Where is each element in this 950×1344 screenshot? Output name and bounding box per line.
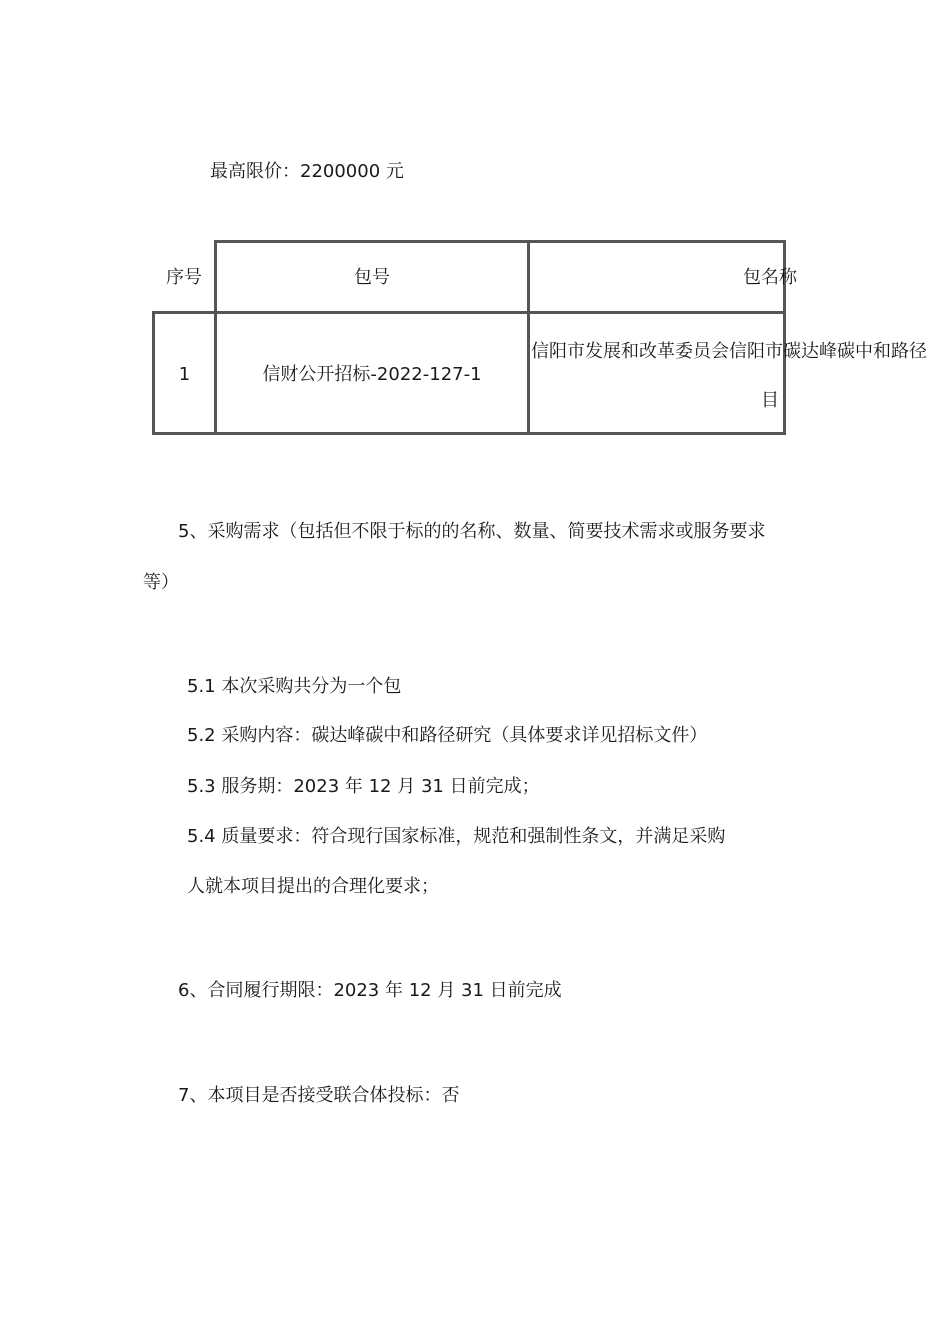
section5-title-line2: 等） — [143, 572, 179, 593]
header-no: 序号 — [166, 267, 202, 288]
row-package-name-line2: 目 — [761, 390, 779, 411]
package-table — [0, 0, 950, 440]
row-package-name-line1: 信阳市发展和改革委员会信阳市碳达峰碳中和路径 — [531, 341, 927, 362]
row-package-no: 信财公开招标-2022-127-1 — [262, 364, 482, 385]
table-row-divider — [152, 311, 786, 314]
section5-item-1: 5.1 本次采购共分为一个包 — [187, 676, 402, 697]
header-package-no: 包号 — [354, 267, 390, 288]
header-package-name: 包名称 — [743, 267, 797, 288]
table-top-border — [214, 240, 786, 243]
section7-text: 7、本项目是否接受联合体投标：否 — [178, 1085, 460, 1106]
section5-item-4-line1: 5.4 质量要求：符合现行国家标准，规范和强制性条文，并满足采购 — [187, 826, 726, 847]
row-no: 1 — [178, 364, 191, 385]
section5-item-3: 5.3 服务期：2023 年 12 月 31 日前完成； — [187, 776, 540, 797]
section5-title-line1: 5、采购需求（包括但不限于标的的名称、数量、简要技术需求或服务要求 — [178, 521, 766, 542]
max-price-text: 最高限价：2200000 元 — [210, 161, 404, 182]
section5-item-4-line2: 人就本项目提出的合理化要求； — [187, 876, 439, 897]
table-bottom-border — [152, 432, 786, 435]
table-col-divider-2 — [527, 240, 530, 435]
section6-text: 6、合同履行期限：2023 年 12 月 31 日前完成 — [178, 980, 562, 1001]
section5-item-2: 5.2 采购内容：碳达峰碳中和路径研究（具体要求详见招标文件） — [187, 725, 708, 746]
